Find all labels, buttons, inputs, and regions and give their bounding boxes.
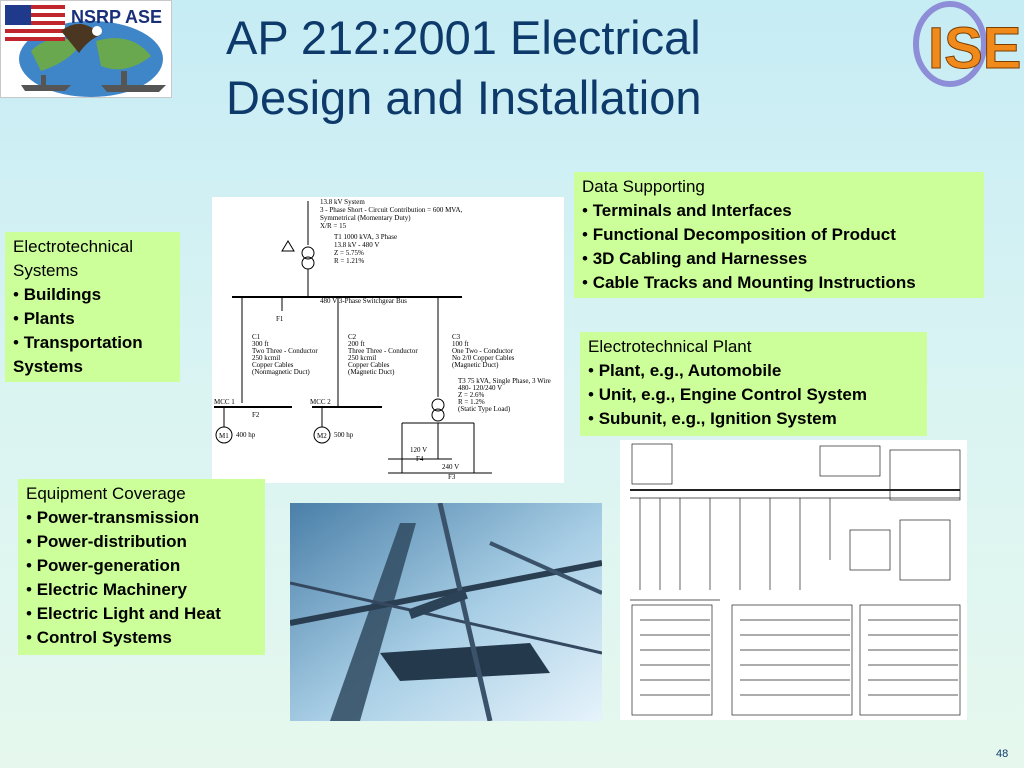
nsrp-ase-logo (0, 0, 172, 98)
diagram-label: X/R = 15 (320, 222, 347, 230)
nsrp-logo-text: NSRP ASE (71, 7, 163, 27)
slide-title-line2: Design and Installation (226, 71, 702, 124)
list-item: • Power-generation (26, 554, 257, 578)
list-item: • Buildings (13, 283, 172, 307)
diagram-label: 250 kcmil (348, 354, 377, 362)
data-supporting-heading: Data Supporting (582, 177, 705, 196)
diagram-label: One Two - Conductor (452, 347, 514, 355)
diagram-label: C1 (252, 333, 261, 341)
diagram-label: 480 V 3-Phase Switchgear Bus (320, 297, 407, 305)
diagram-label: M1 (219, 432, 229, 440)
diagram-label: 480- 120/240 V (458, 384, 503, 392)
equipment-coverage-heading: Equipment Coverage (26, 484, 186, 503)
diagram-label: C3 (452, 333, 461, 341)
diagram-label: Three Three - Conductor (348, 347, 418, 355)
list-item: • Power-transmission (26, 506, 257, 530)
list-item: • 3D Cabling and Harnesses (582, 247, 976, 271)
diagram-label: 100 ft (452, 340, 469, 348)
diagram-label: 3 - Phase Short - Circuit Contribution = 600 MVA, (320, 206, 463, 214)
list-item: • Plant, e.g., Automobile (588, 359, 919, 383)
list-item: • Transportation Systems (13, 331, 172, 379)
equipment-coverage-box (18, 479, 265, 655)
list-item: • Electric Machinery (26, 578, 257, 602)
svg-text:ISE: ISE (928, 16, 1022, 81)
diagram-label: 240 V (442, 463, 460, 471)
list-item: • Functional Decomposition of Product (582, 223, 976, 247)
diagram-label: 120 V (410, 446, 428, 454)
ise-logo (910, 0, 1024, 92)
diagram-label: T3 75 kVA, Single Phase, 3 Wire (458, 377, 551, 385)
diagram-label: MCC 1 (214, 398, 235, 406)
diagram-label: 300 ft (252, 340, 269, 348)
slide-title (226, 8, 866, 128)
list-item: • Cable Tracks and Mounting Instructions (582, 271, 976, 295)
diagram-label: F2 (252, 411, 260, 419)
diagram-label: Z = 5.75% (334, 249, 364, 257)
diagram-label: F3 (448, 473, 456, 481)
page-number: 48 (996, 748, 1009, 760)
diagram-label: F4 (416, 455, 424, 463)
diagram-label: No 2/0 Copper Cables (452, 354, 515, 362)
diagram-label: Two Three - Conductor (252, 347, 318, 355)
diagram-label: 250 kcmil (252, 354, 281, 362)
diagram-label: 13.8 kV System (320, 198, 365, 206)
diagram-label: (Magnetic Duct) (452, 361, 499, 369)
diagram-label: F1 (276, 315, 284, 323)
diagram-label: T1 1000 kVA, 3 Phase (334, 233, 398, 241)
list-item: • Subunit, e.g., Ignition System (588, 407, 919, 431)
diagram-label: 13.8 kV - 480 V (334, 241, 380, 249)
data-supporting-box (574, 172, 984, 298)
slide-title-line1: AP 212:2001 Electrical (226, 11, 701, 64)
list-item: • Plants (13, 307, 172, 331)
diagram-label: M2 (317, 432, 327, 440)
diagram-label: Copper Cables (252, 361, 294, 369)
list-item: • Control Systems (26, 626, 257, 650)
electrotechnical-plant-box (580, 332, 927, 436)
one-line-diagram (212, 197, 564, 483)
list-item: • Unit, e.g., Engine Control System (588, 383, 919, 407)
diagram-label: R = 1.21% (334, 257, 365, 265)
diagram-label: 400 hp (236, 431, 256, 439)
power-line-photo (290, 503, 602, 721)
diagram-label: 500 hp (334, 431, 354, 439)
diagram-label: Symmetrical (Momentary Duty) (320, 214, 411, 222)
diagram-label: MCC 2 (310, 398, 331, 406)
diagram-label: C2 (348, 333, 357, 341)
diagram-label: 200 ft (348, 340, 365, 348)
electrotechnical-systems-box (5, 232, 180, 382)
diagram-label: Z = 2.6% (458, 391, 485, 399)
diagram-label: (Magnetic Duct) (348, 368, 395, 376)
diagram-label: (Nonmagnetic Duct) (252, 368, 310, 376)
diagram-label: Copper Cables (348, 361, 390, 369)
list-item: • Power-distribution (26, 530, 257, 554)
diagram-label: (Static Type Load) (458, 405, 511, 413)
list-item: • Electric Light and Heat (26, 602, 257, 626)
list-item: • Terminals and Interfaces (582, 199, 976, 223)
electrotechnical-systems-heading: Electrotechnical Systems (13, 237, 134, 280)
electrotechnical-plant-heading: Electrotechnical Plant (588, 337, 752, 356)
diagram-label: R = 1.2% (458, 398, 485, 406)
wiring-schematic (620, 440, 967, 720)
